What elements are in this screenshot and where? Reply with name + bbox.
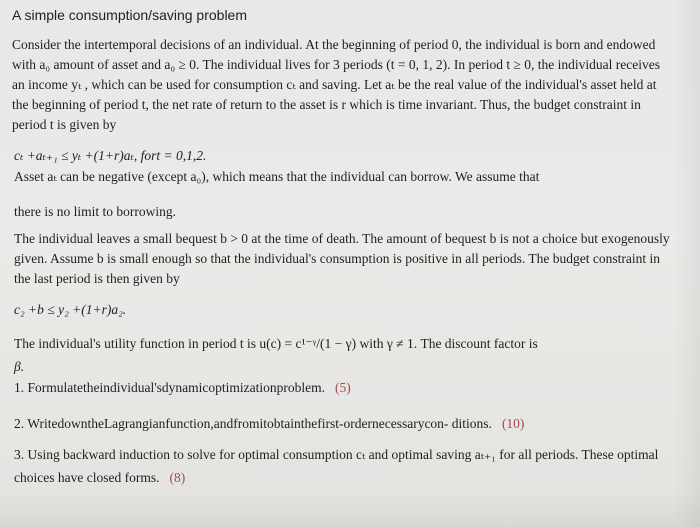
paragraph-intro-line-1: Consider the intertemporal decisions of an individual. At the beginning of period 0, the individual is born and endowed (12, 37, 656, 52)
borrowing-sentence: Asset aₜ can be negative (except a₀), which means that the individual can borrow. We assume that (14, 169, 540, 184)
question-1 (14, 378, 351, 397)
bequest-line-2: given. Assume b is small enough so that the individual's consumption is positive in all periods. The budget constraint in (14, 251, 660, 266)
paragraph-intro-line-5: period t is given by (12, 117, 117, 132)
paragraph-intro-line-3: an income yₜ , which can be used for consumption cₜ and saving. Let aₜ be the real value of the individual's asset held at (12, 77, 657, 92)
question-2-text: 2. WritedowntheLagrangianfunction,andfromitobtainthefirst-ordernecessarycon- ditions. (14, 416, 492, 431)
bottom-shadow (0, 489, 700, 527)
paragraph-intro-line-4: the beginning of period t, the net rate of return to the asset is r which is time invariant. Thus, the budget constraint in (12, 97, 641, 112)
question-3-text-2: choices have closed forms. (14, 470, 160, 485)
utility-function-sentence: The individual's utility function in period t is u(c) = c¹⁻ᵞ/(1 − γ) with γ ≠ 1. The discount factor is (14, 336, 538, 351)
question-3-line-1: 3. Using backward induction to solve for optimal consumption cₜ and optimal saving aₜ₊₁ for all periods. These optimal (14, 447, 659, 462)
paragraph-intro-line-2: with a₀ amount of asset and a₀ ≥ 0. The individual lives for 3 periods (t = 0, 1, 2). In period t ≥ 0, the individual receives (12, 57, 660, 72)
last-period-constraint-equation: c₂ +b ≤ y₂ +(1+r)a₂. (14, 302, 127, 317)
budget-constraint-equation: cₜ +aₜ₊₁ ≤ yₜ +(1+r)aₜ, fort = 0,1,2. (14, 148, 207, 163)
problem-title: A simple consumption/saving problem (12, 7, 248, 23)
borrowing-limit-sentence: there is no limit to borrowing. (14, 204, 176, 219)
bequest-line-1: The individual leaves a small bequest b > 0 at the time of death. The amount of bequest b is not a choice but exogenously (14, 231, 670, 246)
question-1-text: 1. Formulatetheindividual'sdynamicoptimizationproblem. (14, 380, 326, 395)
question-2-points: (10) (501, 416, 525, 431)
question-1-points: (5) (335, 380, 351, 395)
question-3-points: (8) (169, 470, 186, 485)
discount-factor-symbol: β. (14, 359, 25, 374)
question-2 (14, 414, 524, 433)
right-shadow (674, 0, 700, 527)
question-3-line-2 (14, 468, 185, 487)
bequest-line-3: the last period is then given by (14, 271, 180, 286)
